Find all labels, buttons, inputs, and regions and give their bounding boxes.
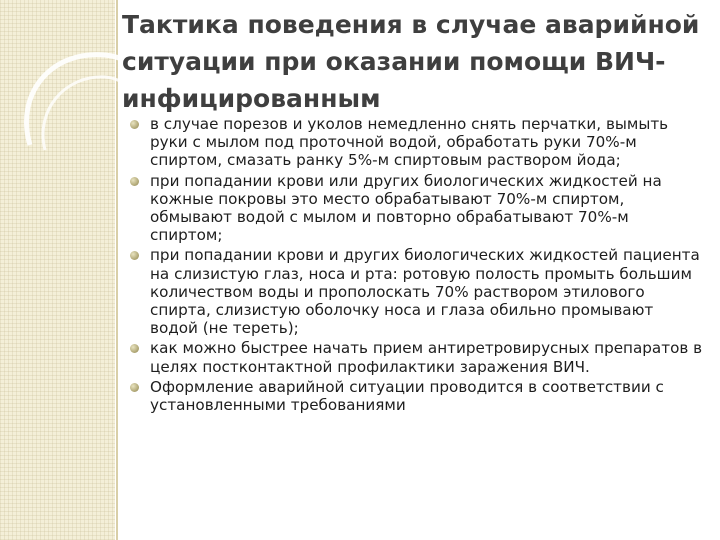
list-item bbox=[130, 115, 705, 170]
slide-title: Тактика поведения в случае аварийной ситуации при оказании помощи ВИЧ-инфицированным bbox=[122, 10, 700, 113]
bullet-text: как можно быстрее начать прием антиретровирусных препаратов в целях постконтактной профилактики заражения ВИЧ. bbox=[150, 339, 703, 376]
bullet-text: при попадании крови и других биологических жидкостей пациента на слизистую глаз, носа и рта: ротовую полость промыть большим количеством воды и прополоскать 70% раствором этилового спирта, слизистую оболочку носа и глаза обильно промывают водой (не тереть); bbox=[150, 246, 700, 338]
round-bullet-icon bbox=[130, 251, 139, 260]
round-bullet-icon bbox=[130, 383, 139, 392]
bullet-text: в случае порезов и уколов немедленно снять перчатки, вымыть руки с мылом под проточной водой, обработать руки 70%-м спиртом, смазать ранку 5%-м спиртовым раствором йода; bbox=[150, 115, 669, 170]
bullet-list bbox=[130, 115, 705, 416]
round-bullet-icon bbox=[130, 177, 139, 186]
bullet-text: при попадании крови или других биологических жидкостей на кожные покровы это место обрабатывают 70%-м спиртом, обмывают водой с мылом и повторно обрабатывают 70%-м спиртом; bbox=[150, 171, 662, 245]
list-item bbox=[130, 172, 705, 245]
bullet-text: Оформление аварийной ситуации проводится в соответствии с установленными требованиями bbox=[150, 377, 664, 415]
list-item bbox=[130, 339, 705, 375]
round-bullet-icon bbox=[130, 344, 139, 353]
list-item bbox=[130, 246, 705, 337]
round-bullet-icon bbox=[130, 120, 139, 129]
list-item bbox=[130, 378, 705, 414]
